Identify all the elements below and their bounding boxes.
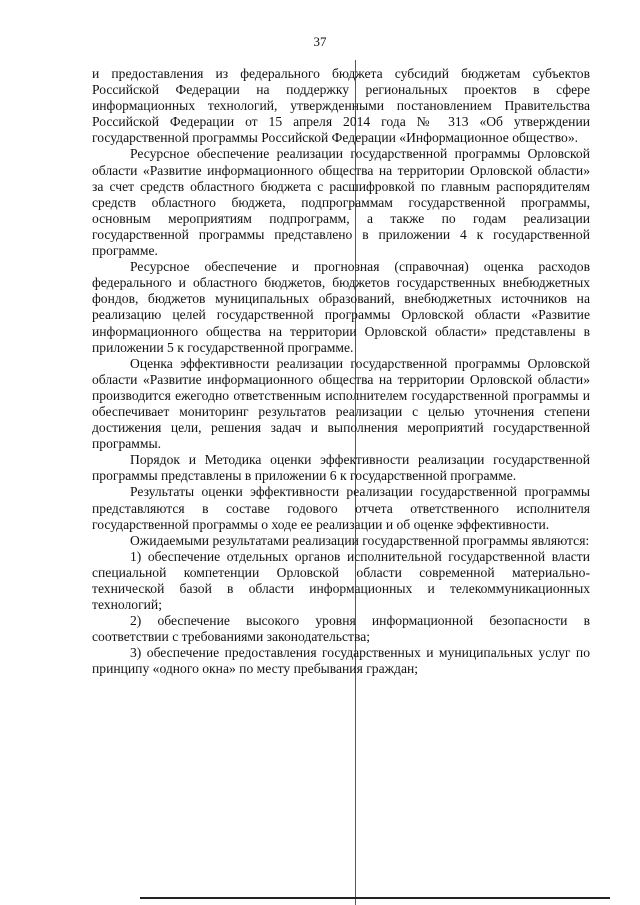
- list-item-2: 2) обеспечение высокого уровня информационной безопасности в соответствии с требованиями законодательства;: [92, 613, 590, 645]
- scan-bottom-edge: [140, 897, 610, 899]
- page-number: 37: [313, 34, 327, 49]
- list-item-3: 3) обеспечение предоставления государственных и муниципальных услуг по принципу «одного окна» по месту пребывания граждан;: [92, 645, 590, 677]
- paragraph-methodology: Порядок и Методика оценки эффективности реализации государственной программы представлены в приложении 6 к государственной программе.: [92, 452, 590, 484]
- list-item-1: 1) обеспечение отдельных органов исполнительной государственной власти специальной компетенции Орловской области современной материально-технической базой в области информационных и телекоммуникационных технологий;: [92, 548, 590, 613]
- document-body: [92, 66, 590, 678]
- paragraph-expected-results-intro: Ожидаемыми результатами реализации государственной программы являются:: [130, 532, 590, 548]
- paragraph-resource-provision: Ресурсное обеспечение реализации государственной программы Орловской области «Развитие информационного общества на территории Орловской области» за счет средств областного бюджета с расшифровкой по главным распорядителям средств областного бюджета, подпрограммам государственной программы, основным мероприятиям подпрограмм, а также по годам реализации государственной программы представлено в приложении 4 к государственной программе.: [92, 146, 590, 259]
- paragraph-forecast-estimate: Ресурсное обеспечение и прогнозная (справочная) оценка расходов федерального и областного бюджетов, бюджетов государственных внебюджетных фондов, бюджетов муниципальных образований, внебюджетных источников на реализацию целей государственной программы Орловской области «Развитие информационного общества на территории Орловской области» представлены в приложении 5 к государственной программе.: [92, 259, 590, 355]
- paragraph-efficiency-evaluation: Оценка эффективности реализации государственной программы Орловской области «Развитие информационного общества на территории Орловской области» производится ежегодно ответственным исполнителем государственной программы и обеспечивает мониторинг результатов реализации с целью уточнения степени достижения цели, решения задач и выполнения мероприятий государственной программы.: [92, 355, 590, 452]
- paragraph-results-reporting: Результаты оценки эффективности реализации государственной программы представляются в составе годового отчета ответственного исполнителя государственной программы о ходе ее реализации и об оценке эффективности.: [92, 484, 590, 532]
- paragraph-subsidies-continuation: и предоставления из федерального бюджета субсидий бюджетам субъектов Российской Федерации на поддержку региональных проектов в сфере информационных технологий, утвержденными постановлением Правительства Российской Федерации от 15 апреля 2014 года № 313 «Об утверждении государственной программы Российской Федерации «Информационное общество».: [92, 66, 590, 146]
